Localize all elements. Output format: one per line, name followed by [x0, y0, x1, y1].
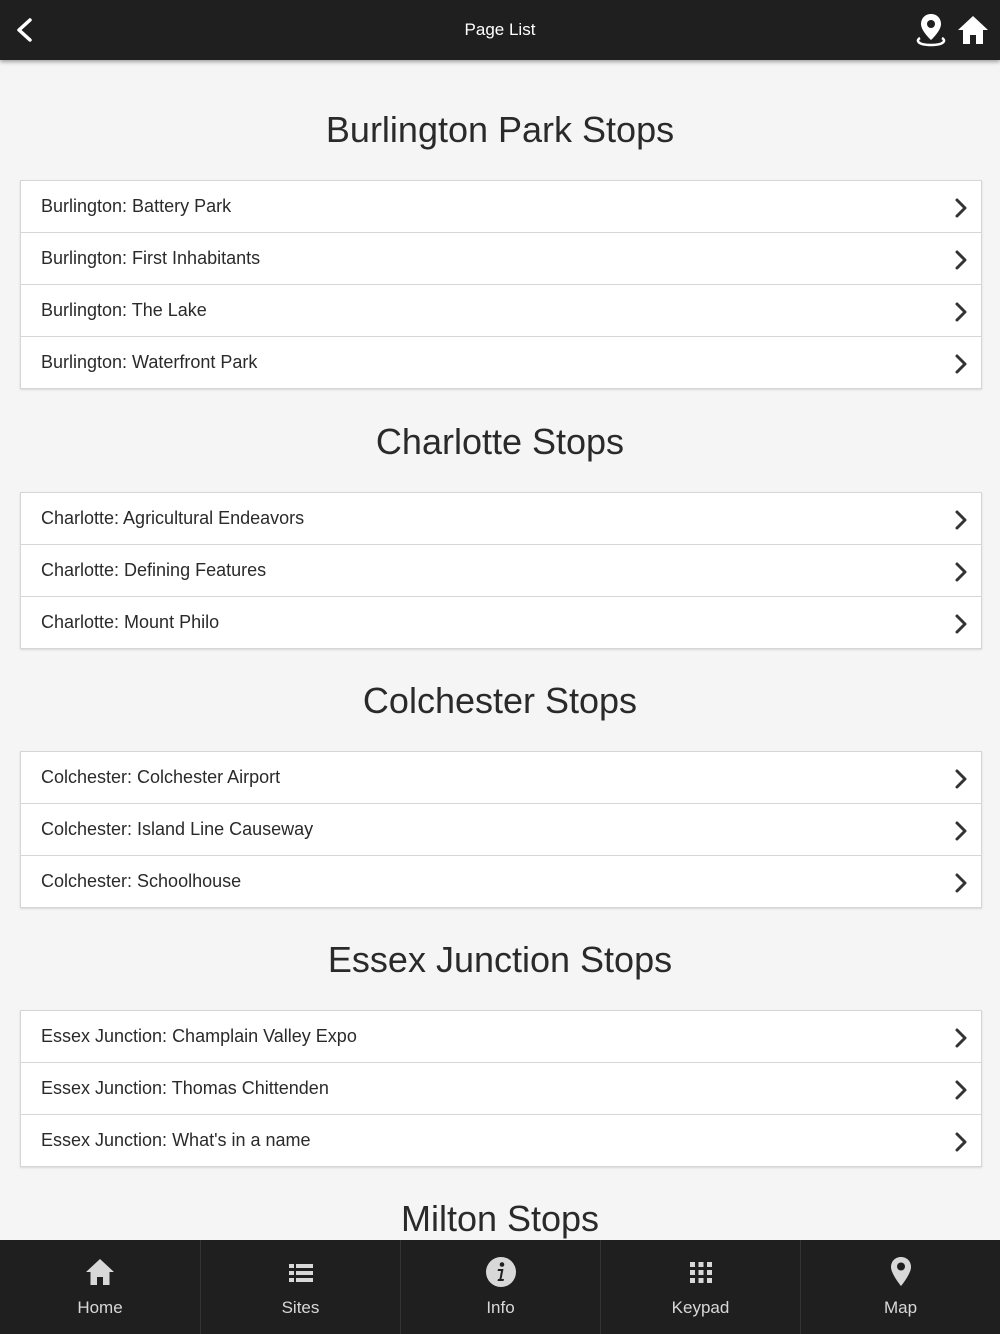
- chevron-right-icon: [951, 871, 971, 895]
- chevron-right-icon: [951, 819, 971, 843]
- page-list-content[interactable]: [0, 60, 1000, 1240]
- list-item-label: Charlotte: Mount Philo: [41, 612, 220, 632]
- list-item[interactable]: [21, 804, 981, 856]
- essex-junction-stops-list: [20, 1010, 982, 1167]
- map-pin-icon: [883, 1254, 919, 1290]
- home-icon: [82, 1254, 118, 1290]
- list-item-label: Burlington: First Inhabitants: [41, 248, 261, 268]
- list-item[interactable]: [21, 597, 981, 648]
- list-item[interactable]: [21, 337, 981, 388]
- bottom-tab-bar: [0, 1240, 1000, 1334]
- section-title: Charlotte Stops: [375, 421, 625, 462]
- list-item[interactable]: [21, 856, 981, 907]
- chevron-right-icon: [951, 1026, 971, 1050]
- list-item[interactable]: [21, 1011, 981, 1063]
- list-item[interactable]: [21, 752, 981, 804]
- home-icon[interactable]: [955, 12, 991, 48]
- tab-keypad[interactable]: [600, 1240, 800, 1334]
- list-icon: [283, 1254, 319, 1290]
- list-item-label: Essex Junction: Champlain Valley Expo: [41, 1026, 357, 1046]
- list-item[interactable]: [21, 181, 981, 233]
- location-pin-icon[interactable]: [914, 12, 948, 48]
- section-title: Milton Stops: [400, 1198, 600, 1239]
- keypad-icon: [683, 1254, 719, 1290]
- tab-label: Info: [486, 1298, 515, 1317]
- chevron-right-icon: [951, 248, 971, 272]
- section-title: Colchester Stops: [362, 680, 638, 721]
- chevron-right-icon: [951, 767, 971, 791]
- charlotte-stops-list: [20, 492, 982, 649]
- chevron-right-icon: [951, 352, 971, 376]
- list-item[interactable]: [21, 285, 981, 337]
- tab-label: Map: [883, 1298, 918, 1317]
- tab-info[interactable]: [400, 1240, 600, 1334]
- list-item[interactable]: [21, 1115, 981, 1166]
- list-item[interactable]: [21, 493, 981, 545]
- burlington-stops-list: [20, 180, 982, 389]
- list-item[interactable]: [21, 545, 981, 597]
- list-item-label: Essex Junction: What's in a name: [41, 1130, 311, 1150]
- chevron-right-icon: [951, 508, 971, 532]
- top-navigation-bar: [0, 0, 1000, 60]
- list-item-label: Colchester: Island Line Causeway: [41, 819, 314, 839]
- chevron-right-icon: [951, 1130, 971, 1154]
- chevron-right-icon: [951, 1078, 971, 1102]
- list-item[interactable]: [21, 233, 981, 285]
- chevron-right-icon: [951, 300, 971, 324]
- list-item-label: Burlington: Battery Park: [41, 196, 232, 216]
- list-item[interactable]: [21, 1063, 981, 1115]
- list-item-label: Charlotte: Agricultural Endeavors: [41, 508, 305, 528]
- tab-home[interactable]: [0, 1240, 200, 1334]
- tab-label: Sites: [281, 1298, 320, 1317]
- chevron-right-icon: [951, 612, 971, 636]
- list-item-label: Essex Junction: Thomas Chittenden: [41, 1078, 329, 1098]
- page-title: Page List: [464, 20, 536, 39]
- section-title: Burlington Park Stops: [325, 109, 675, 150]
- section-title: Essex Junction Stops: [327, 939, 673, 980]
- tab-label: Home: [77, 1298, 123, 1317]
- chevron-right-icon: [951, 560, 971, 584]
- list-item-label: Burlington: The Lake: [41, 300, 207, 320]
- tab-label: Keypad: [671, 1298, 730, 1317]
- list-item-label: Burlington: Waterfront Park: [41, 352, 258, 372]
- chevron-right-icon: [951, 196, 971, 220]
- list-item-label: Colchester: Colchester Airport: [41, 767, 281, 787]
- info-icon: [483, 1254, 519, 1290]
- list-item-label: Colchester: Schoolhouse: [41, 871, 242, 891]
- tab-sites[interactable]: [200, 1240, 400, 1334]
- colchester-stops-list: [20, 751, 982, 908]
- tab-map[interactable]: [800, 1240, 1000, 1334]
- list-item-label: Charlotte: Defining Features: [41, 560, 267, 580]
